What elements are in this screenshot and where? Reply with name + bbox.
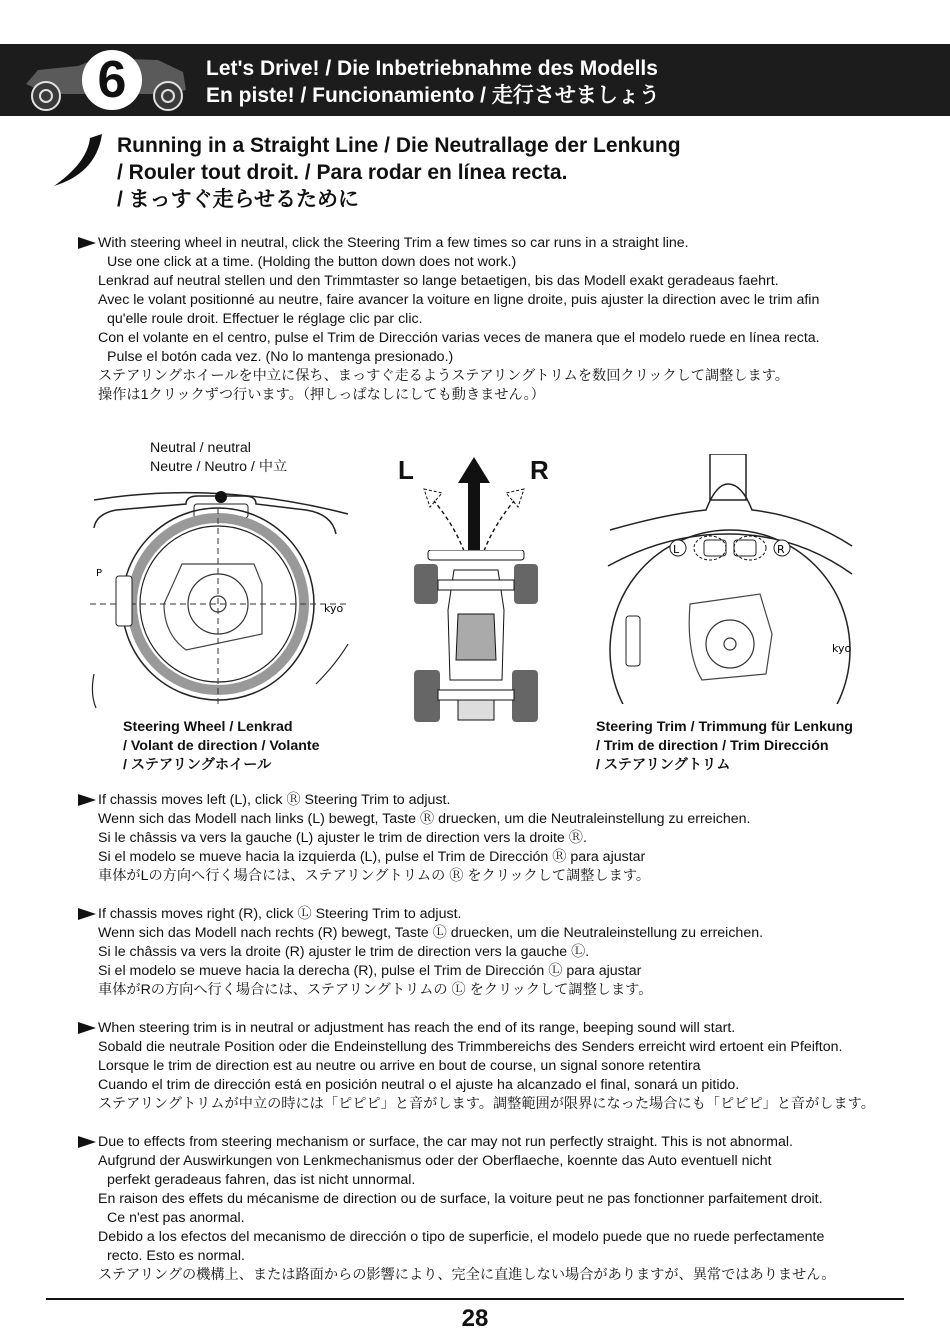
neutral-label-line2: Neutre / Neutro / 中立 — [150, 459, 288, 475]
text-line: En raison des effets du mécanisme de direction ou de surface, la voiture peut ne pas fonctionner parfaitement droit. — [98, 1191, 823, 1207]
text-line: If chassis moves left (L), click Ⓡ Steering Trim to adjust. — [98, 792, 451, 808]
bullet-arrow-icon — [78, 1136, 96, 1148]
text-line: Use one click at a time. (Holding the button down does not work.) — [107, 254, 517, 270]
chapter-header — [0, 44, 950, 116]
bullet-arrow-icon — [78, 237, 96, 249]
text-line: When steering trim is in neutral or adjustment has reach the end of its range, beeping sound will start. — [98, 1020, 736, 1036]
text-line: ステアリングホイールを中立に保ち、まっすぐ走るようステアリングトリムを数回クリックして調整します。 — [98, 368, 789, 384]
text-line: Con el volante en el centro, pulse el Trim de Dirección varias veces de manera que el modelo ruede en línea recta. — [98, 330, 820, 346]
text-line: If chassis moves right (R), click Ⓛ Steering Trim to adjust. — [98, 906, 462, 922]
text-line: 車体がRの方向へ行く場合には、ステアリングトリムの Ⓛ をクリックして調整します。 — [98, 982, 653, 998]
footer-divider — [46, 1298, 904, 1300]
text-line: qu'elle roule droit. Effectuer le réglage clic par clic. — [107, 311, 423, 327]
text-line: perfekt geradeaus fahren, das ist nicht unnormal. — [107, 1172, 416, 1188]
text-line: Due to effects from steering mechanism or surface, the car may not run perfectly straight. This is not abnormal. — [98, 1134, 793, 1150]
text-line: Pulse el botón cada vez. (No lo mantenga presionado.) — [107, 349, 454, 365]
rc-car-top-view-icon — [414, 550, 538, 726]
chapter-titles — [206, 55, 660, 109]
section-title-line3: / まっすぐ走らせるために — [117, 188, 360, 211]
text-line: Wenn sich das Modell nach rechts (R) bewegt, Taste Ⓛ druecken, um die Neutraleinstellung zu erreichen. — [98, 925, 764, 941]
park-mark: P — [96, 568, 103, 579]
steering-trim-illustration — [606, 454, 856, 704]
steering-wheel-caption — [123, 718, 320, 775]
text-line: Aufgrund der Auswirkungen von Lenkmechanismus oder der Oberflaeche, koennte das Auto eventuell nicht — [98, 1153, 772, 1169]
crescent-swoosh-icon — [52, 132, 108, 188]
section-title-line2: / Rouler tout droit. / Para rodar en línea recta. — [117, 161, 568, 184]
caption-line: / Trim de direction / Trim Dirección — [596, 738, 829, 754]
neutral-label — [150, 439, 287, 477]
text-line: Ce n'est pas anormal. — [107, 1210, 245, 1226]
text-line: Si el modelo se mueve hacia la derecha (R), pulse el Trim de Dirección Ⓛ para ajustar — [98, 963, 642, 979]
section-title — [117, 132, 681, 213]
neutral-label-line1: Neutral / neutral — [150, 440, 251, 456]
chassis-left-paragraph — [98, 791, 750, 886]
intro-paragraph — [98, 234, 820, 405]
text-line: Si el modelo se mueve hacia la izquierda (L), pulse el Trim de Dirección Ⓡ para ajustar — [98, 849, 646, 865]
section-number-badge: 6 — [82, 50, 142, 110]
text-line: Sobald die neutrale Position oder die Endeinstellung des Trimmbereichs des Senders erreicht wird ertoent ein Pfeifton. — [98, 1039, 843, 1055]
trim-button-left-label: L — [673, 543, 680, 556]
text-line: 車体がLの方向へ行く場合には、ステアリングトリムの Ⓡ をクリックして調整します。 — [98, 868, 651, 884]
caption-line: / Volant de direction / Volante — [123, 738, 320, 754]
beep-paragraph — [98, 1019, 875, 1114]
chassis-right-paragraph — [98, 905, 763, 1000]
chapter-title-line2: En piste! / Funcionamiento / 走行させましょう — [206, 84, 660, 107]
caption-line: Steering Trim / Trimmung für Lenkung — [596, 719, 853, 735]
bullet-arrow-icon — [78, 908, 96, 920]
text-line: ステアリングトリムが中立の時には「ピピピ」と音がします。調整範囲が限界になった場合にも「ピピピ」と音がします。 — [98, 1096, 875, 1112]
text-line: 操作は1クリックずつ行います。（押しっぱなしにしても動きません。） — [98, 387, 545, 403]
page-number: 28 — [461, 1305, 489, 1332]
text-line: ステアリングの機構上、または路面からの影響により、完全に直進しない場合がありますが、異常ではありません。 — [98, 1267, 836, 1283]
text-line: Debido a los efectos del mecanismo de dirección o tipo de superficie, el modelo puede que no ruede perfectamente — [98, 1229, 825, 1245]
text-line: Si le châssis va vers la gauche (L) ajuster le trim de direction vers la droite Ⓡ. — [98, 830, 587, 846]
text-line: Si le châssis va vers la droite (R) ajuster le trim de direction vers la gauche Ⓛ. — [98, 944, 590, 960]
caption-line: / ステアリングトリム — [596, 757, 731, 773]
right-letter: R — [530, 455, 549, 485]
bullet-arrow-icon — [78, 794, 96, 806]
bullet-arrow-icon — [78, 1022, 96, 1034]
effects-paragraph — [98, 1133, 835, 1285]
steering-wheel-illustration — [86, 484, 354, 710]
caption-line: Steering Wheel / Lenkrad — [123, 719, 293, 735]
trim-button-right-label: R — [777, 543, 785, 556]
left-letter: L — [398, 455, 414, 485]
brand-mark: kyo — [324, 602, 344, 615]
caption-line: / ステアリングホイール — [123, 757, 272, 773]
text-line: With steering wheel in neutral, click the Steering Trim a few times so car runs in a straight line. — [98, 235, 689, 251]
chapter-title-line1: Let's Drive! / Die Inbetriebnahme des Modells — [206, 57, 658, 80]
text-line: Wenn sich das Modell nach links (L) bewegt, Taste Ⓡ druecken, um die Neutraleinstellung zu erreichen. — [98, 811, 751, 827]
text-line: Avec le volant positionné au neutre, faire avancer la voiture en ligne droite, puis ajuster la direction avec le trim afin — [98, 292, 820, 308]
section-title-line1: Running in a Straight Line / Die Neutrallage der Lenkung — [117, 134, 681, 157]
direction-arrows-icon — [414, 455, 538, 555]
text-line: Cuando el trim de dirección está en posición neutral o el ajuste ha alcanzado el final, sonará un pitido. — [98, 1077, 740, 1093]
steering-trim-caption — [596, 718, 853, 775]
text-line: Lenkrad auf neutral stellen und den Trimmtaster so lange betaetigen, bis das Modell exakt geradeaus faehrt. — [98, 273, 779, 289]
text-line: Lorsque le trim de direction est au neutre ou arrive en bout de course, un signal sonore retentira — [98, 1058, 701, 1074]
text-line: recto. Esto es normal. — [107, 1248, 245, 1264]
trim-brand-mark: kyo — [832, 642, 852, 655]
